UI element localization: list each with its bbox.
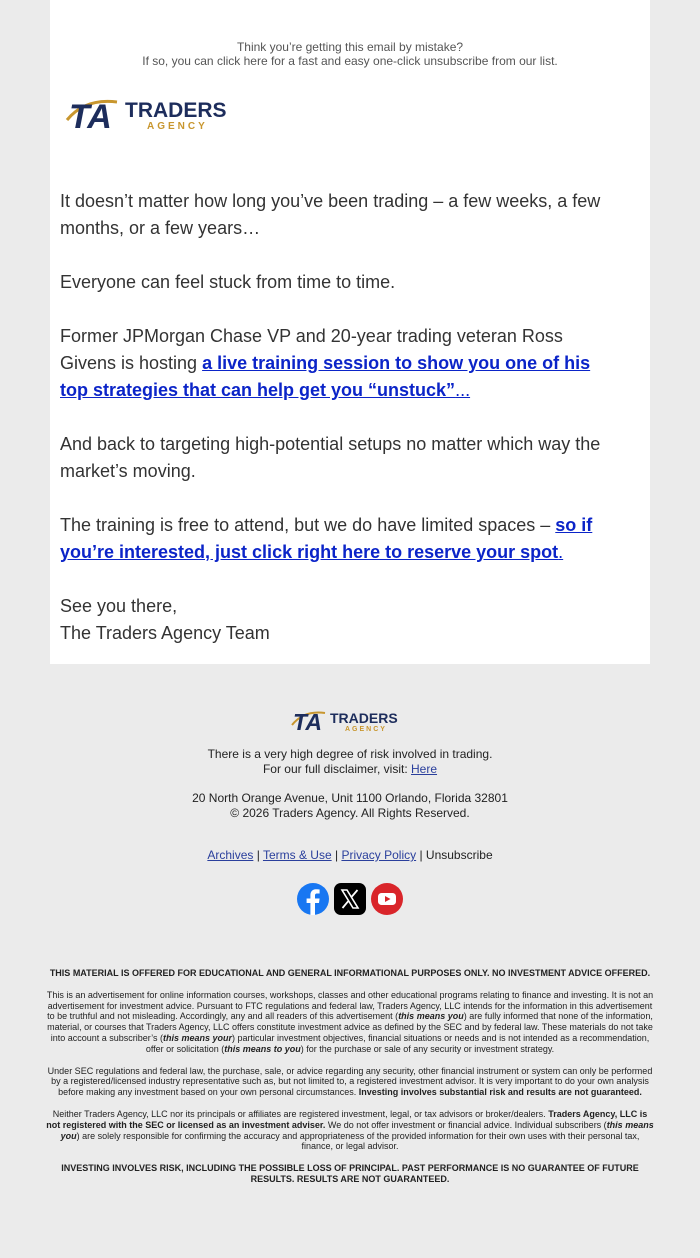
legal-emphasis: this means your — [162, 1032, 233, 1043]
unsubscribe-line[interactable]: If so, you can click here for a fast and easy one-click unsubscribe from our list. — [142, 54, 558, 68]
legal-text: We do not offer investment or financial advice. Individual subscribers ( — [325, 1119, 607, 1130]
signoff-line: See you there, — [60, 596, 178, 616]
legal-text: ) for the purchase or sale of any security or investment strategy. — [300, 1043, 555, 1054]
mistake-line: Think you’re getting this email by mistake? — [236, 40, 464, 54]
social-links — [0, 883, 700, 915]
disclaimer-text: For our full disclaimer, visit: — [262, 762, 412, 776]
signoff — [60, 593, 620, 647]
logo-name: TRADERS — [125, 99, 227, 122]
legal-text: Under SEC regulations and federal law, the purchase, sale, or advice regarding any security, other financial instrument or system can only be performed by a registered/licensed industry representative such as, but not limited to, a registered investment advisor. It is very important to do your own analysis before making any investment based on your own personal circumstances. — [47, 1065, 653, 1098]
legal-text: ) are solely responsible for confirming the accuracy and appropriateness of the provided information for their own uses with their personal tax, finance, or legal advisor. — [76, 1130, 640, 1152]
risk-disclaimer — [0, 747, 700, 777]
link-separator: | — [253, 848, 263, 862]
paragraph-3 — [60, 323, 620, 404]
unsubscribe-link[interactable]: Unsubscribe — [425, 848, 493, 862]
paragraph-3-text: Former JPMorgan Chase VP and 20-year trading veteran Ross Givens is hosting — [60, 326, 563, 373]
legal-advertisement — [45, 990, 655, 1055]
email-card — [50, 0, 650, 664]
legal-registration — [45, 1109, 655, 1152]
legal-emphasis: Traders Agency, LLC is not registered with the SEC or licensed as an investment adviser. — [46, 1108, 648, 1130]
paragraph-2: Everyone can feel stuck from time to time. — [60, 272, 396, 292]
address-block — [0, 791, 700, 821]
address: 20 North Orange Avenue, Unit 1100 Orlando, Florida 32801 — [192, 791, 508, 805]
legal-text: ) are fully informed that none of the information, material, or courses that Traders Agency, LLC offers constitute investment advice as defined by the SEC and by federal law. These materials do not take into account a subscriber’s ( — [47, 1011, 653, 1043]
footer — [0, 700, 700, 915]
signoff-team: The Traders Agency Team — [60, 623, 270, 643]
legal-emphasis: Investing involves substantial risk and results are not guaranteed. — [358, 1087, 642, 1098]
facebook-icon[interactable] — [297, 883, 329, 915]
paragraph-1: It doesn’t matter how long you’ve been trading – a few weeks, a few months, or a few years… — [60, 191, 601, 238]
link-separator: | — [331, 848, 342, 862]
legal-emphasis: this means you — [60, 1119, 654, 1141]
legal-educational: THIS MATERIAL IS OFFERED FOR EDUCATIONAL AND GENERAL INFORMATIONAL PURPOSES ONLY. NO INVESTMENT ADVICE OFFERED. — [49, 968, 651, 978]
footer-links — [0, 848, 700, 863]
legal-risk: INVESTING INVOLVES RISK, INCLUDING THE POSSIBLE LOSS OF PRINCIPAL. PAST PERFORMANCE IS NO GUARANTEE OF FUTURE RESULTS. RESULTS ARE NOT GUARANTEED. — [61, 1163, 639, 1184]
legal-sec — [45, 1066, 655, 1098]
paragraph-5-text: The training is free to attend, but we do have limited spaces – — [60, 515, 556, 535]
link-separator: | — [416, 848, 426, 862]
logo-sub: AGENCY — [147, 121, 208, 132]
legal-emphasis: this means you — [398, 1011, 464, 1022]
footer-logo-letters: TA — [293, 709, 322, 734]
logo-letters: TA — [69, 98, 112, 134]
legal-disclaimer — [45, 968, 655, 1196]
legal-text: This is an advertisement for online information courses, workshops, classes and other educational programs relating to finance and investing. It is not an advertisement for investment advice. Pursuant to FTC regulations and federal law, Traders Agency, LLC intends for the information in this advertisement to be truthful and not misleading. Accordingly, any and all readers of this advertisement ( — [46, 989, 654, 1022]
footer-logo-sub: AGENCY — [345, 726, 387, 733]
footer-logo — [291, 706, 409, 734]
footer-logo-name: TRADERS — [330, 710, 398, 726]
privacy-link[interactable]: Privacy Policy — [341, 848, 417, 862]
youtube-icon[interactable] — [371, 883, 403, 915]
x-icon[interactable] — [334, 883, 366, 915]
legal-text: ) particular investment objectives, financial situations or needs and is not intended as a recommendation, offer or solicitation ( — [145, 1032, 650, 1054]
terms-link[interactable]: Terms & Use — [262, 848, 332, 862]
email-body — [60, 188, 620, 647]
disclaimer-here-link[interactable]: Here — [411, 762, 438, 776]
legal-emphasis: this means to you — [224, 1043, 301, 1054]
reserve-spot-link-tail[interactable]: . — [558, 542, 564, 562]
paragraph-4: And back to targeting high-potential setups no matter which way the market’s moving. — [60, 434, 601, 481]
unsubscribe-note[interactable] — [50, 40, 650, 68]
risk-line: There is a very high degree of risk involved in trading. — [207, 747, 493, 761]
reserve-spot-link[interactable]: so if you’re interested, just click right here to reserve your spot — [60, 515, 593, 562]
archives-link[interactable]: Archives — [207, 848, 254, 862]
live-training-link[interactable]: a live training session to show you one of his top strategies that can help get you “unstuck” — [60, 353, 591, 400]
paragraph-5 — [60, 512, 620, 566]
disclaimer-line — [0, 762, 700, 777]
live-training-link-tail[interactable]: ... — [455, 380, 471, 400]
traders-agency-logo — [65, 92, 245, 134]
legal-text: Neither Traders Agency, LLC nor its principals or affiliates are registered investment, legal, or tax advisors or broker/dealers. — [52, 1108, 549, 1119]
copyright: © 2026 Traders Agency. All Rights Reserved. — [230, 806, 470, 820]
